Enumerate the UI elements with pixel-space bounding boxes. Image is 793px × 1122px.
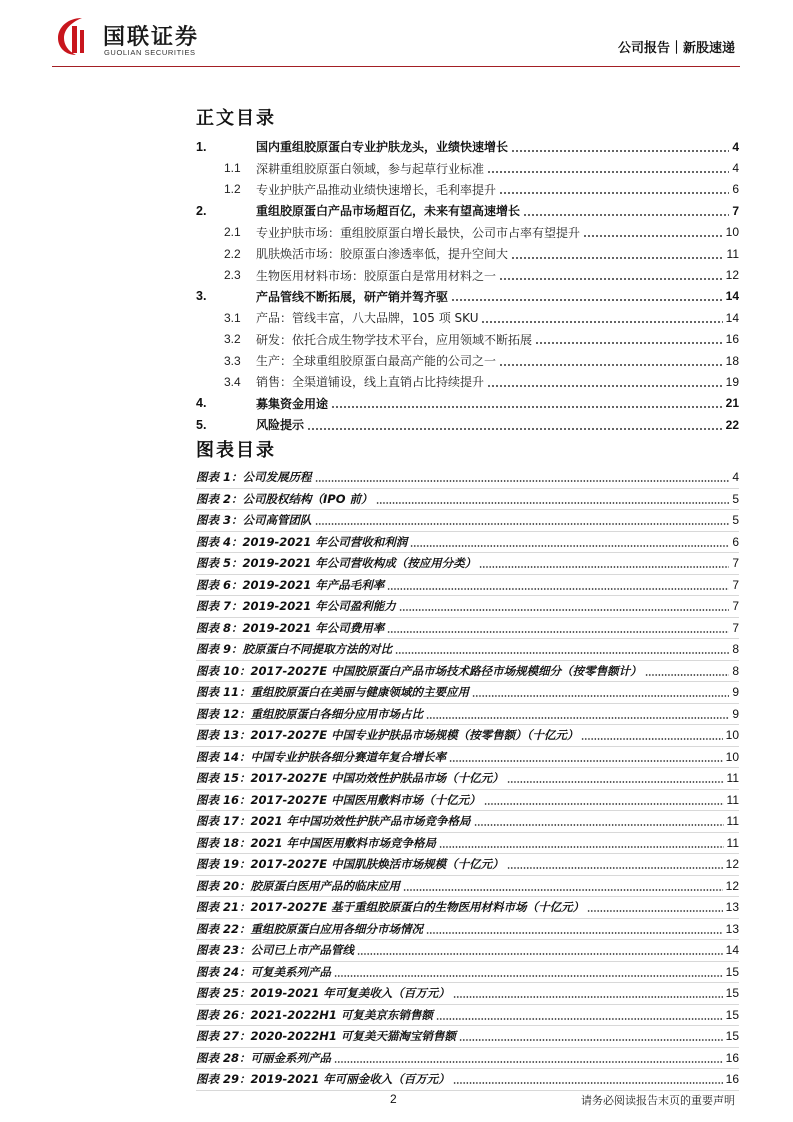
toc-entry-title: 研发：依托合成生物学技术平台，应用领域不断拓展 — [256, 332, 533, 347]
toc-entry[interactable] — [196, 179, 739, 200]
figure-entry-page: 8 — [732, 663, 739, 678]
dot-leader — [334, 1051, 723, 1063]
figure-entry[interactable] — [196, 575, 739, 597]
figure-entry-title: 图表 17：2021 年中国功效性护肤产品市场竞争格局 — [196, 814, 471, 829]
figure-entry[interactable] — [196, 983, 739, 1005]
figure-entry-page: 11 — [726, 835, 739, 850]
figure-entry[interactable] — [196, 639, 739, 661]
dot-leader — [399, 599, 730, 611]
dot-leader — [523, 204, 729, 216]
toc-entry[interactable] — [196, 414, 739, 435]
dot-leader — [499, 182, 729, 194]
dot-leader — [357, 943, 723, 955]
toc-entry-number: 3.1 — [224, 310, 241, 325]
figure-entry[interactable] — [196, 682, 739, 704]
figure-entry[interactable] — [196, 790, 739, 812]
dot-leader — [426, 707, 729, 719]
figure-entry-title: 图表 7：2019-2021 年公司盈利能力 — [196, 599, 396, 614]
dot-leader — [451, 289, 723, 301]
dot-leader — [376, 492, 730, 504]
figure-entry-page: 14 — [725, 943, 739, 958]
figure-entry[interactable] — [196, 1026, 739, 1048]
page-header — [0, 0, 793, 70]
dot-leader — [387, 578, 729, 590]
toc-entry-number: 3. — [196, 289, 207, 304]
dot-leader — [472, 685, 729, 697]
header-divider — [52, 66, 740, 67]
toc-entry-number: 3.4 — [224, 374, 241, 389]
toc-entry-page: 10 — [725, 225, 739, 240]
toc-entry-title: 产品：管线丰富，八大品牌，105 项 SKU — [256, 311, 479, 326]
footer-disclaimer: 请务必阅读报告末页的重要声明 — [581, 1094, 735, 1107]
figure-entry[interactable] — [196, 768, 739, 790]
figure-entry[interactable] — [196, 919, 739, 941]
figure-entry[interactable] — [196, 854, 739, 876]
toc-entry-title: 专业护肤市场：重组胶原蛋白增长最快，公司市占率有望提升 — [256, 225, 581, 240]
figure-entry[interactable] — [196, 1069, 739, 1091]
figure-entry-title: 图表 2：公司股权结构（IPO 前） — [196, 491, 373, 506]
dot-leader — [487, 161, 729, 173]
toc-entry-page: 4 — [732, 161, 739, 176]
figure-entry-title: 图表 12：重组胶原蛋白各细分应用市场占比 — [196, 706, 424, 721]
figure-entry-page: 15 — [725, 1029, 739, 1044]
figure-entry-page: 16 — [725, 1072, 739, 1087]
toc-entry[interactable] — [196, 157, 739, 178]
figure-entry-title: 图表 18：2021 年中国医用敷料市场竞争格局 — [196, 835, 437, 850]
toc-entry-number: 5. — [196, 417, 207, 432]
dot-leader — [436, 1008, 723, 1020]
toc-entry[interactable] — [196, 264, 739, 285]
figure-entry-title: 图表 28：可丽金系列产品 — [196, 1050, 332, 1065]
figure-entry[interactable] — [196, 725, 739, 747]
toc-entry-number: 1. — [196, 139, 207, 154]
figure-entry-page: 11 — [726, 792, 739, 807]
figure-entry-title: 图表 19：2017-2027E 中国肌肤焕活市场规模（十亿元） — [196, 857, 504, 872]
dot-leader — [479, 556, 729, 568]
toc-entry-number: 4. — [196, 396, 207, 411]
figure-entry-title: 图表 16：2017-2027E 中国医用敷料市场（十亿元） — [196, 792, 481, 807]
figure-entry-title: 图表 14：中国专业护肤各细分赛道年复合增长率 — [196, 749, 447, 764]
toc-entry-page: 4 — [732, 139, 739, 154]
figure-entry-title: 图表 4：2019-2021 年公司营收和利润 — [196, 534, 408, 549]
toc-entry-page: 14 — [725, 310, 739, 325]
toc-entry[interactable] — [196, 350, 739, 371]
toc-entry-title: 募集资金用途 — [256, 396, 329, 411]
figure-entry-page: 13 — [725, 921, 739, 936]
toc-entry-page: 16 — [725, 332, 739, 347]
figure-entry[interactable] — [196, 596, 739, 618]
dot-leader — [474, 814, 724, 826]
figure-entry-page: 15 — [725, 1007, 739, 1022]
dot-leader — [507, 857, 723, 869]
figure-entry-title: 图表 21：2017-2027E 基于重组胶原蛋白的生物医用材料市场（十亿元） — [196, 900, 585, 915]
dot-leader — [315, 470, 730, 482]
figure-entry-page: 12 — [725, 857, 739, 872]
toc-entry-title: 国内重组胶原蛋白专业护肤龙头，业绩快速增长 — [256, 140, 509, 155]
guolian-logo-icon — [52, 14, 96, 58]
figure-entry-page: 16 — [725, 1050, 739, 1065]
figure-entry-page: 11 — [726, 771, 739, 786]
toc-entry-title: 生产：全球重组胶原蛋白最高产能的公司之一 — [256, 354, 497, 369]
figure-entry[interactable] — [196, 489, 739, 511]
figure-entry-page: 7 — [732, 577, 739, 592]
dot-leader — [487, 375, 723, 387]
toc-entry-number: 2. — [196, 203, 207, 218]
toc-entry-title: 销售：全渠道铺设，线上直销占比持续提升 — [256, 375, 485, 390]
toc-entry-title: 生物医用材料市场：胶原蛋白是常用材料之一 — [256, 268, 497, 283]
figure-entry[interactable] — [196, 510, 739, 532]
figure-entry[interactable] — [196, 962, 739, 984]
toc-entry-page: 21 — [725, 396, 739, 411]
toc-entry-page: 14 — [725, 289, 739, 304]
figure-entry-page: 8 — [732, 642, 739, 657]
dot-leader — [334, 965, 723, 977]
toc-entry[interactable] — [196, 200, 739, 221]
dot-leader — [307, 418, 723, 430]
figure-entry-title: 图表 23：公司已上市产品管线 — [196, 943, 355, 958]
figure-entry-page: 7 — [732, 556, 739, 571]
logo-text-cn: 国联证券 — [103, 25, 200, 50]
figure-entry-page: 6 — [732, 534, 739, 549]
figure-entry[interactable] — [196, 553, 739, 575]
figure-entry-title: 图表 29：2019-2021 年可丽金收入（百万元） — [196, 1072, 450, 1087]
figure-entry-page: 10 — [725, 728, 739, 743]
dot-leader — [581, 728, 722, 740]
figure-entry-page: 5 — [732, 491, 739, 506]
dot-leader — [511, 247, 724, 259]
figure-entry-title: 图表 11：重组胶原蛋白在美丽与健康领域的主要应用 — [196, 685, 470, 700]
figure-entry[interactable] — [196, 661, 739, 683]
dot-leader — [403, 879, 723, 891]
toc-entry[interactable] — [196, 222, 739, 243]
dot-leader — [499, 354, 723, 366]
figure-entry[interactable] — [196, 747, 739, 769]
figure-entry-title: 图表 26：2021-2022H1 可复美京东销售额 — [196, 1007, 433, 1022]
toc-entry-title: 风险提示 — [256, 418, 305, 433]
figure-entry-page: 5 — [732, 513, 739, 528]
figures-heading: 图表目录 — [196, 440, 276, 461]
dot-leader — [426, 922, 723, 934]
dot-leader — [484, 793, 724, 805]
report-type-label: 公司报告｜新股速递 — [617, 41, 735, 56]
toc-entry-number: 1.1 — [224, 161, 241, 176]
figure-entry[interactable] — [196, 811, 739, 833]
figure-entry-title: 图表 10：2017-2027E 中国胶原蛋白产品市场技术路径市场规模细分（按零售额计） — [196, 663, 642, 678]
figure-entry-page: 11 — [726, 814, 739, 829]
toc-entry-title: 重组胶原蛋白产品市场超百亿，未来有望高速增长 — [256, 204, 521, 219]
dot-leader — [439, 836, 724, 848]
toc-entry[interactable] — [196, 136, 739, 157]
dot-leader — [449, 750, 723, 762]
toc-entry[interactable] — [196, 307, 739, 328]
figure-entry-title: 图表 25：2019-2021 年可复美收入（百万元） — [196, 986, 450, 1001]
figure-entry-page: 9 — [732, 685, 739, 700]
dot-leader — [331, 396, 723, 408]
figure-entry[interactable] — [196, 897, 739, 919]
dot-leader — [535, 332, 723, 344]
figure-entry-page: 15 — [725, 964, 739, 979]
dot-leader — [511, 140, 729, 152]
toc-entry-number: 1.2 — [224, 182, 241, 197]
toc-entry[interactable] — [196, 243, 739, 264]
figure-entry[interactable] — [196, 833, 739, 855]
dot-leader — [395, 642, 729, 654]
figure-entry-page: 10 — [725, 749, 739, 764]
dot-leader — [459, 1029, 723, 1041]
toc-entry-number: 3.3 — [224, 353, 241, 368]
toc-heading: 正文目录 — [196, 108, 276, 129]
toc-entry[interactable] — [196, 371, 739, 392]
figure-entry-page: 9 — [732, 706, 739, 721]
figure-entry[interactable] — [196, 704, 739, 726]
page-number: 2 — [390, 1092, 397, 1106]
toc-entry[interactable] — [196, 329, 739, 350]
dot-leader — [453, 986, 723, 998]
dot-leader — [645, 664, 730, 676]
figure-entry[interactable] — [196, 467, 739, 489]
toc-entry-page: 12 — [725, 268, 739, 283]
figure-entry-title: 图表 3：公司高管团队 — [196, 513, 312, 528]
toc-entry[interactable] — [196, 286, 739, 307]
toc-entry-title: 产品管线不断拓展，研产销并驾齐驱 — [256, 289, 449, 304]
dot-leader — [481, 311, 722, 323]
figure-entry-title: 图表 20：胶原蛋白医用产品的临床应用 — [196, 878, 401, 893]
figure-entry-page: 4 — [732, 470, 739, 485]
dot-leader — [587, 900, 722, 912]
figure-entry-title: 图表 9：胶原蛋白不同提取方法的对比 — [196, 642, 393, 657]
figure-entry-title: 图表 1：公司发展历程 — [196, 470, 312, 485]
figure-entry-title: 图表 8：2019-2021 年公司费用率 — [196, 620, 385, 635]
toc-entry-page: 11 — [726, 246, 739, 261]
figure-entry-page: 13 — [725, 900, 739, 915]
figure-entry-title: 图表 15：2017-2027E 中国功效性护肤品市场（十亿元） — [196, 771, 504, 786]
toc-list — [196, 136, 739, 435]
figure-entry[interactable] — [196, 532, 739, 554]
toc-entry-number: 2.3 — [224, 268, 241, 283]
dot-leader — [507, 771, 724, 783]
toc-entry-number: 2.1 — [224, 225, 241, 240]
figure-entry[interactable] — [196, 1048, 739, 1070]
figure-entry-page: 7 — [732, 599, 739, 614]
figure-entry[interactable] — [196, 940, 739, 962]
toc-entry-page: 18 — [725, 353, 739, 368]
figure-entry-title: 图表 13：2017-2027E 中国专业护肤品市场规模（按零售额）（十亿元） — [196, 728, 579, 743]
toc-entry-title: 专业护肤产品推动业绩快速增长，毛利率提升 — [256, 182, 497, 197]
toc-entry-page: 22 — [725, 417, 739, 432]
logo-text-en: GUOLIAN SECURITIES — [104, 48, 196, 57]
toc-entry[interactable] — [196, 393, 739, 414]
toc-entry-title: 肌肤焕活市场：胶原蛋白渗透率低，提升空间大 — [256, 247, 509, 262]
figure-entry-title: 图表 6：2019-2021 年产品毛利率 — [196, 577, 385, 592]
figure-entry[interactable] — [196, 618, 739, 640]
dot-leader — [315, 513, 730, 525]
toc-entry-number: 3.2 — [224, 332, 241, 347]
figure-entry-page: 7 — [732, 620, 739, 635]
figure-entry[interactable] — [196, 876, 739, 898]
dot-leader — [499, 268, 723, 280]
toc-entry-page: 6 — [732, 182, 739, 197]
figure-entry-title: 图表 27：2020-2022H1 可复美天猫淘宝销售额 — [196, 1029, 456, 1044]
figure-entry-title: 图表 5：2019-2021 年公司营收构成（按应用分类） — [196, 556, 477, 571]
figure-entry[interactable] — [196, 1005, 739, 1027]
dot-leader — [387, 621, 729, 633]
figure-entry-page: 12 — [725, 878, 739, 893]
toc-entry-number: 2.2 — [224, 246, 241, 261]
toc-entry-page: 19 — [725, 374, 739, 389]
dot-leader — [583, 225, 723, 237]
figure-entry-title: 图表 22：重组胶原蛋白应用各细分市场情况 — [196, 921, 424, 936]
dot-leader — [453, 1072, 723, 1084]
figures-list — [196, 467, 739, 1091]
figure-entry-title: 图表 24：可复美系列产品 — [196, 964, 332, 979]
figure-entry-page: 15 — [725, 986, 739, 1001]
dot-leader — [410, 535, 729, 547]
toc-entry-page: 7 — [732, 203, 739, 218]
toc-entry-title: 深耕重组胶原蛋白领域，参与起草行业标准 — [256, 161, 485, 176]
